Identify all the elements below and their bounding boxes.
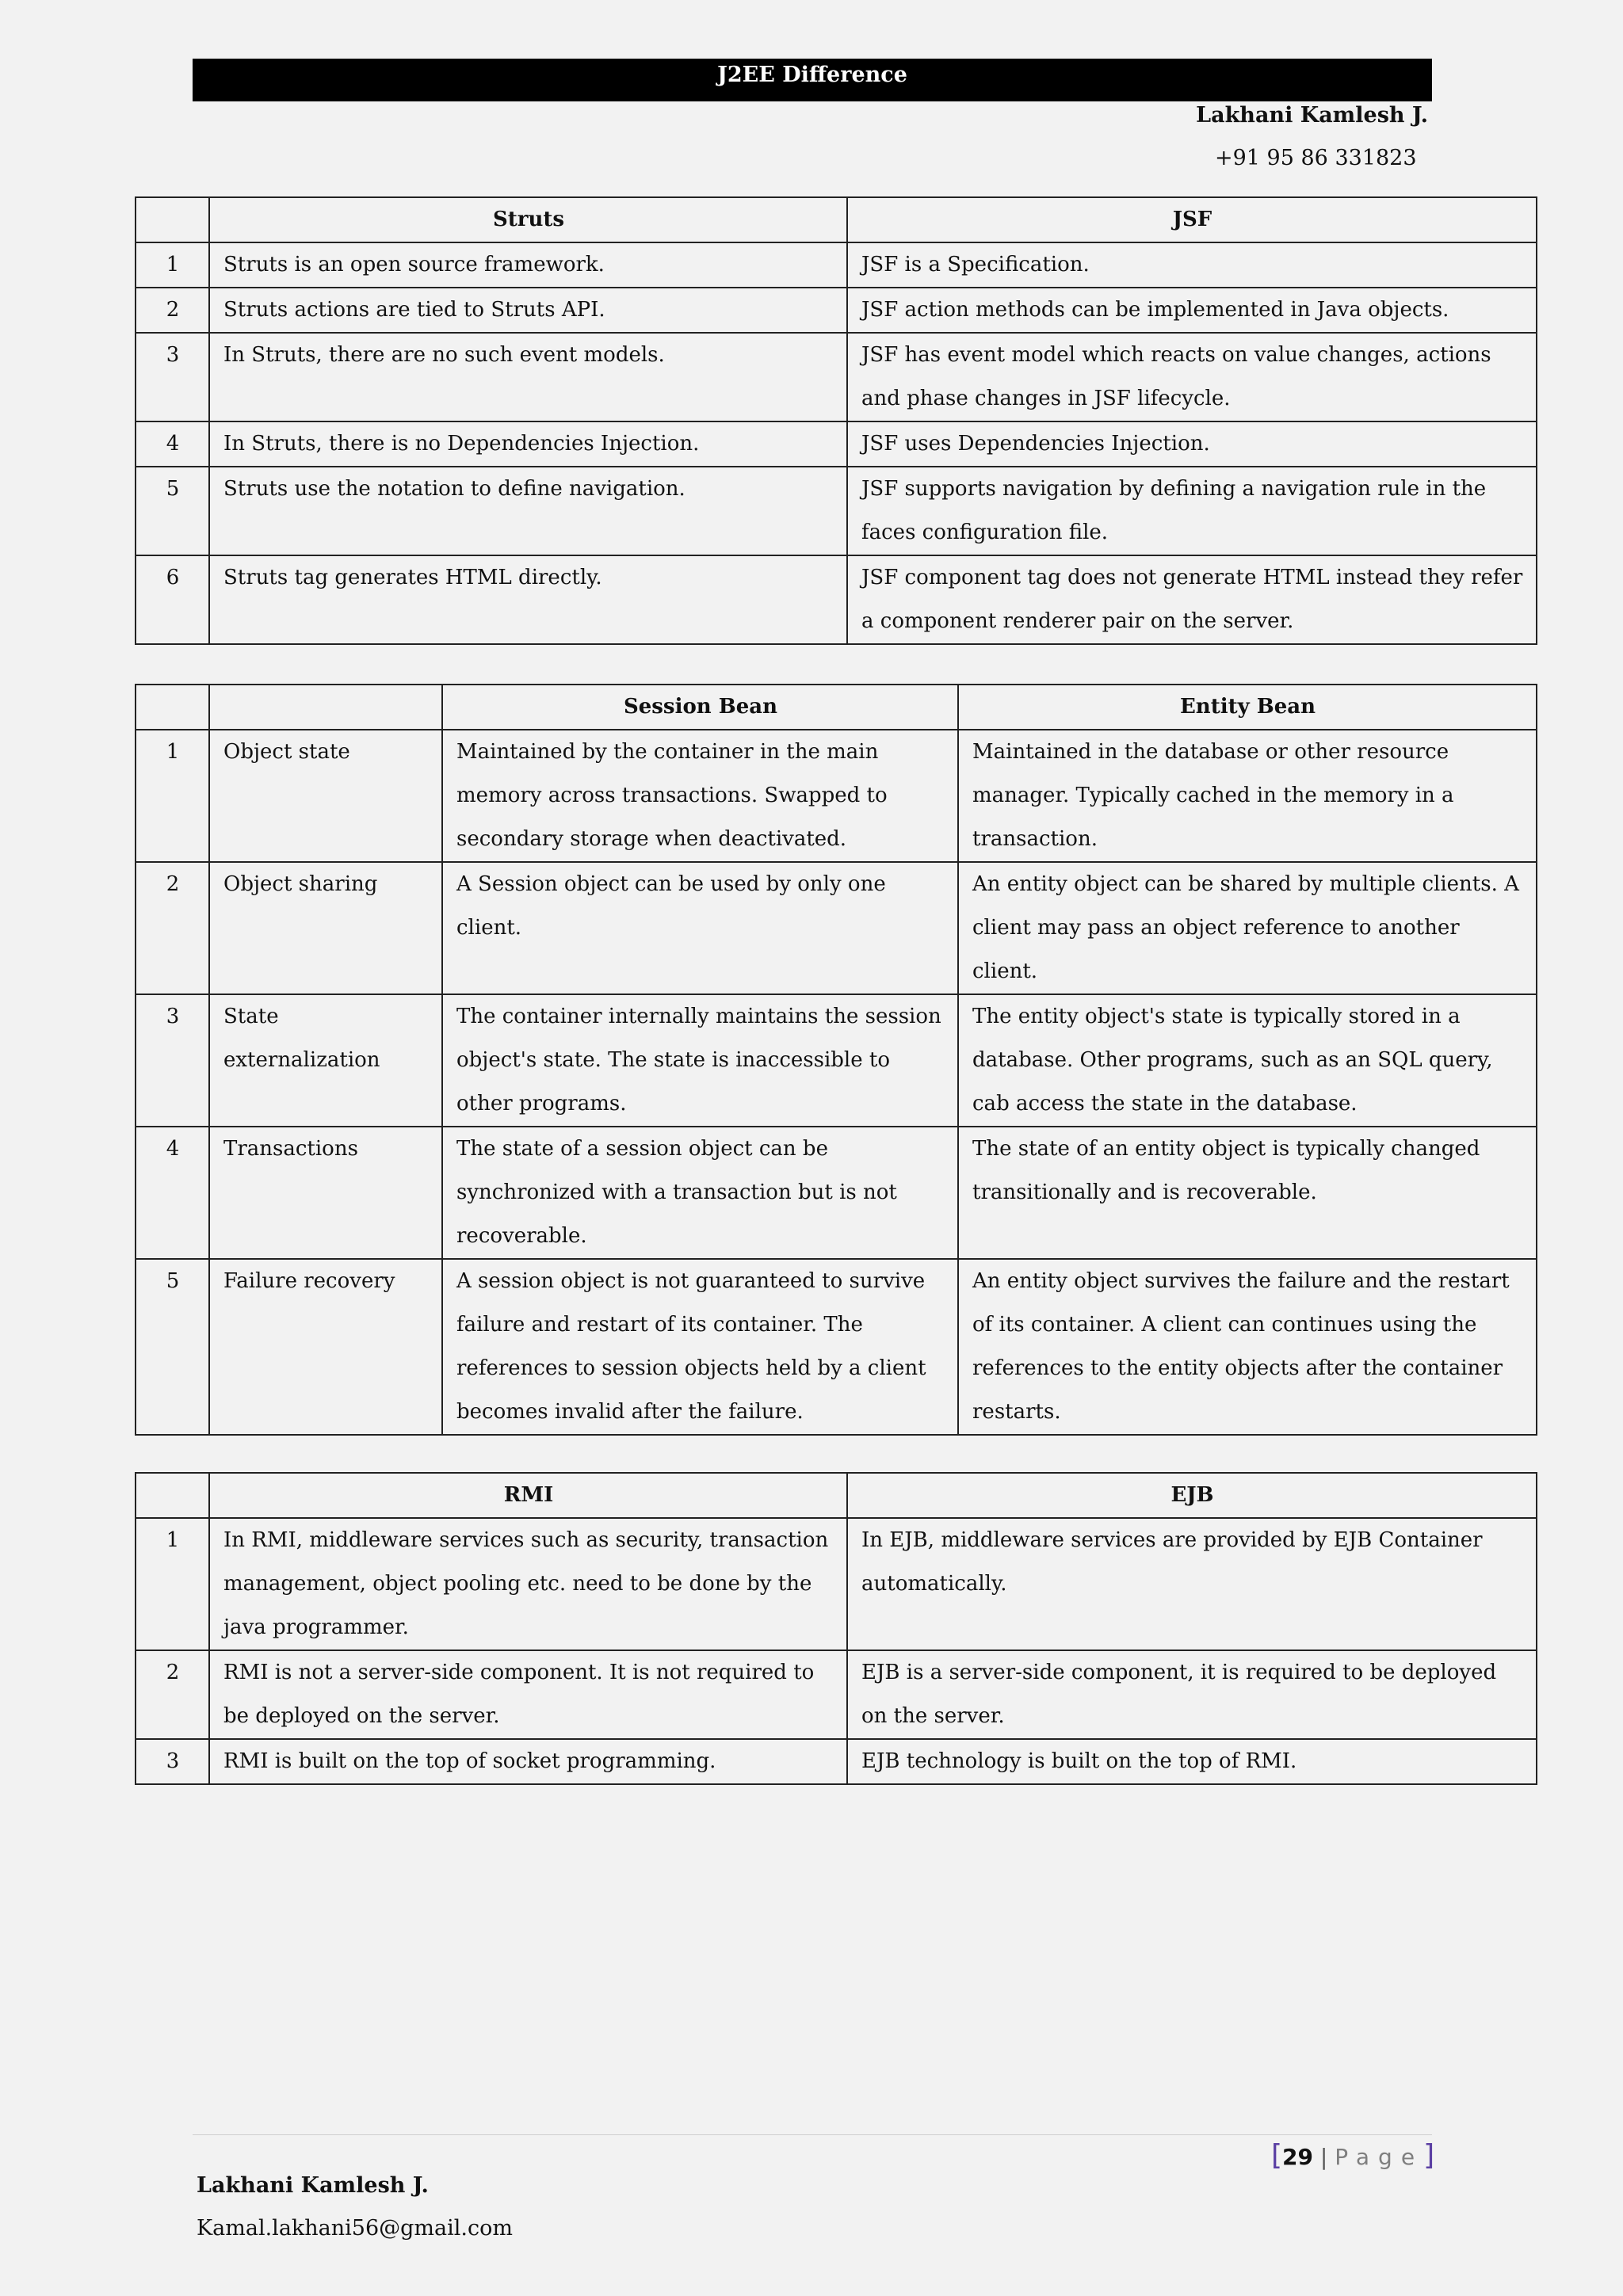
table-row	[136, 288, 1537, 333]
attribute-cell: State externalization	[209, 994, 442, 1127]
table-header-blank	[136, 685, 209, 730]
page-bracket-open: [	[1271, 2139, 1283, 2172]
footer-author-name: Lakhani Kamlesh J.	[197, 2173, 429, 2198]
table-header-entity-bean: Entity Bean	[958, 685, 1537, 730]
footer-divider	[193, 2134, 1432, 2135]
struts-cell: Struts tag generates HTML directly.	[209, 555, 847, 644]
table-header-rmi: RMI	[209, 1473, 847, 1518]
struts-cell: Struts is an open source framework.	[209, 242, 847, 288]
table-header-row	[136, 685, 1537, 730]
table-header-row	[136, 197, 1537, 242]
jsf-cell: JSF uses Dependencies Injection.	[847, 421, 1537, 467]
jsf-cell: JSF supports navigation by defining a navigation rule in the faces configuration file.	[847, 467, 1537, 555]
struts-cell: Struts actions are tied to Struts API.	[209, 288, 847, 333]
ejb-cell: EJB technology is built on the top of RMI.	[847, 1739, 1537, 1784]
table-row	[136, 1259, 1537, 1435]
table-header-row	[136, 1473, 1537, 1518]
row-number: 5	[136, 1259, 209, 1435]
row-number: 2	[136, 1650, 209, 1739]
page-number	[1271, 2139, 1434, 2172]
row-number: 4	[136, 1127, 209, 1259]
table-header-blank	[136, 197, 209, 242]
table-header-session-bean: Session Bean	[442, 685, 958, 730]
attribute-cell: Failure recovery	[209, 1259, 442, 1435]
session-bean-cell: Maintained by the container in the main memory across transactions. Swapped to secondary storage when deactivated.	[442, 730, 958, 862]
row-number: 1	[136, 1518, 209, 1650]
table-header-blank	[209, 685, 442, 730]
struts-jsf-table	[135, 196, 1537, 645]
table-row	[136, 467, 1537, 555]
session-entity-table	[135, 684, 1537, 1436]
table-row	[136, 994, 1537, 1127]
row-number: 3	[136, 333, 209, 421]
struts-cell: In Struts, there are no such event models.	[209, 333, 847, 421]
entity-bean-cell: Maintained in the database or other resource manager. Typically cached in the memory in a transaction.	[958, 730, 1537, 862]
session-bean-cell: The state of a session object can be synchronized with a transaction but is not recoverable.	[442, 1127, 958, 1259]
ejb-cell: EJB is a server-side component, it is required to be deployed on the server.	[847, 1650, 1537, 1739]
entity-bean-cell: The state of an entity object is typically changed transitionally and is recoverable.	[958, 1127, 1537, 1259]
rmi-cell: RMI is built on the top of socket programming.	[209, 1739, 847, 1784]
table-row	[136, 555, 1537, 644]
table-row	[136, 1127, 1537, 1259]
table-row	[136, 333, 1537, 421]
table-header-struts: Struts	[209, 197, 847, 242]
table-row	[136, 421, 1537, 467]
table-row	[136, 242, 1537, 288]
struts-cell: Struts use the notation to define navigation.	[209, 467, 847, 555]
jsf-cell: JSF has event model which reacts on value changes, actions and phase changes in JSF lifecycle.	[847, 333, 1537, 421]
document-title: J2EE Difference	[717, 63, 907, 87]
jsf-cell: JSF component tag does not generate HTML instead they refer a component renderer pair on the server.	[847, 555, 1537, 644]
table-header-ejb: EJB	[847, 1473, 1537, 1518]
row-number: 1	[136, 730, 209, 862]
ejb-cell: In EJB, middleware services are provided by EJB Container automatically.	[847, 1518, 1537, 1650]
row-number: 4	[136, 421, 209, 467]
page-bracket-close: ]	[1423, 2139, 1435, 2172]
table-row	[136, 730, 1537, 862]
page-separator: |	[1319, 2144, 1328, 2170]
row-number: 6	[136, 555, 209, 644]
session-bean-cell: The container internally maintains the session object's state. The state is inaccessible to other programs.	[442, 994, 958, 1127]
entity-bean-cell: An entity object can be shared by multiple clients. A client may pass an object reference to another client.	[958, 862, 1537, 994]
table-header-blank	[136, 1473, 209, 1518]
table-row	[136, 1739, 1537, 1784]
row-number: 2	[136, 862, 209, 994]
attribute-cell: Object sharing	[209, 862, 442, 994]
attribute-cell: Transactions	[209, 1127, 442, 1259]
rmi-cell: RMI is not a server-side component. It is not required to be deployed on the server.	[209, 1650, 847, 1739]
table-row	[136, 1518, 1537, 1650]
table-row	[136, 1650, 1537, 1739]
rmi-ejb-table	[135, 1472, 1537, 1785]
footer-email: Kamal.lakhani56@gmail.com	[197, 2216, 513, 2241]
author-name: Lakhani Kamlesh J.	[1196, 103, 1428, 128]
attribute-cell: Object state	[209, 730, 442, 862]
jsf-cell: JSF action methods can be implemented in Java objects.	[847, 288, 1537, 333]
struts-cell: In Struts, there is no Dependencies Injection.	[209, 421, 847, 467]
page-number-value: 29	[1282, 2144, 1314, 2170]
row-number: 3	[136, 1739, 209, 1784]
author-phone: +91 95 86 331823	[1215, 146, 1417, 170]
session-bean-cell: A session object is not guaranteed to survive failure and restart of its container. The references to session objects held by a client becomes invalid after the failure.	[442, 1259, 958, 1435]
row-number: 5	[136, 467, 209, 555]
table-header-jsf: JSF	[847, 197, 1537, 242]
document-title-bar	[193, 59, 1432, 101]
row-number: 1	[136, 242, 209, 288]
page-label: Page	[1335, 2144, 1424, 2170]
table-row	[136, 862, 1537, 994]
entity-bean-cell: The entity object's state is typically stored in a database. Other programs, such as an SQL query, cab access the state in the database.	[958, 994, 1537, 1127]
rmi-cell: In RMI, middleware services such as security, transaction management, object pooling etc. need to be done by the java programmer.	[209, 1518, 847, 1650]
jsf-cell: JSF is a Specification.	[847, 242, 1537, 288]
entity-bean-cell: An entity object survives the failure and the restart of its container. A client can continues using the references to the entity objects after the container restarts.	[958, 1259, 1537, 1435]
session-bean-cell: A Session object can be used by only one client.	[442, 862, 958, 994]
row-number: 3	[136, 994, 209, 1127]
row-number: 2	[136, 288, 209, 333]
